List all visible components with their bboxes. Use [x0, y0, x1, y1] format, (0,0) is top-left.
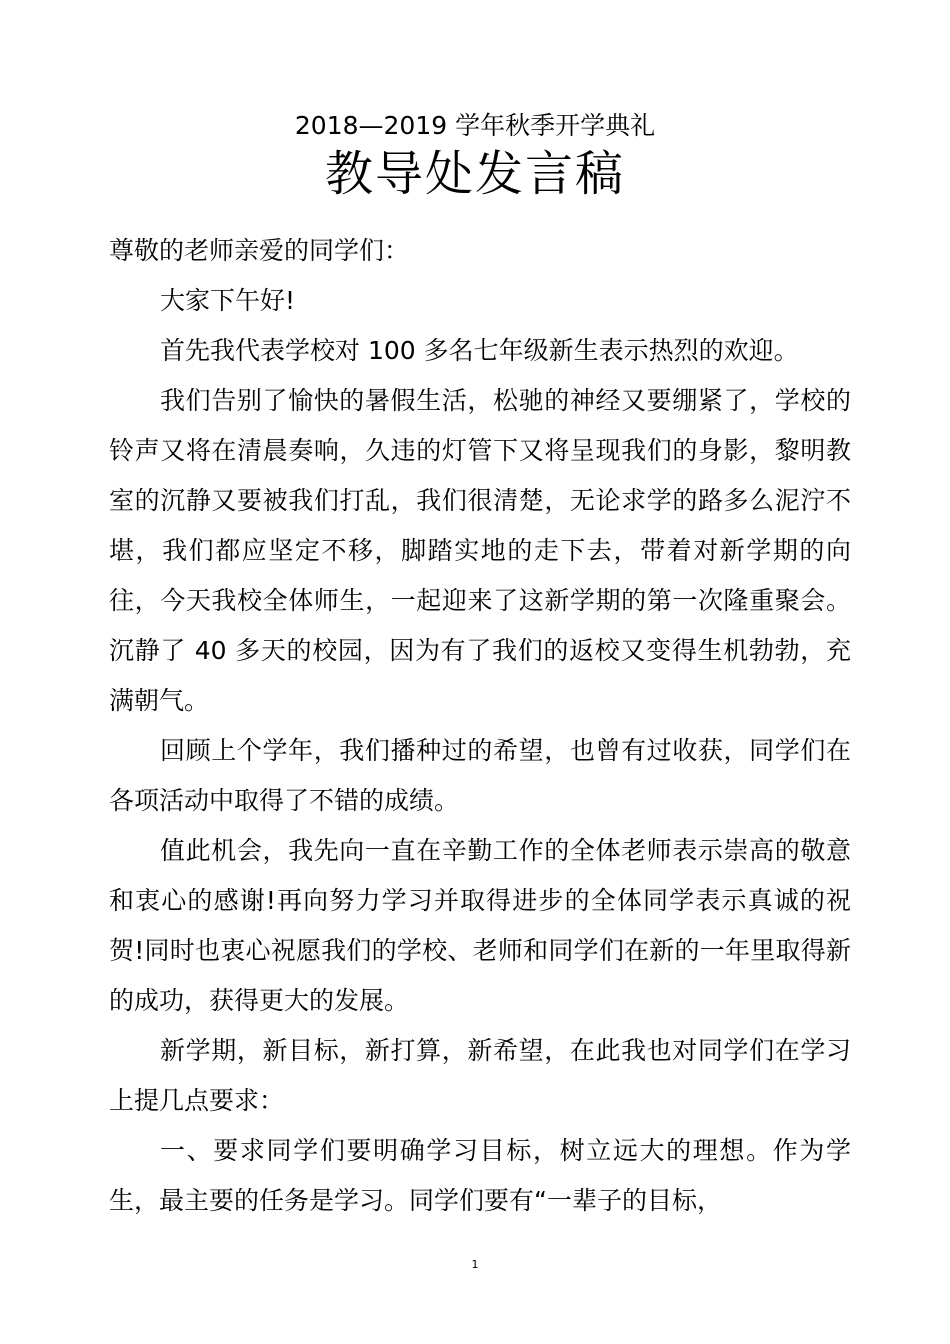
document-title: 教导处发言稿 [324, 146, 625, 202]
paragraph-requirement-one: 一、要求同学们要明确学习目标，树立远大的理想。作为学生，最主要的任务是学习。同学们要有“一辈子的目标， [109, 1136, 851, 1215]
paragraph-review: 回顾上个学年，我们播种过的希望，也曾有过收获，同学们在各项活动中取得了不错的成绩。 [109, 736, 851, 815]
salutation: 尊敬的老师亲爱的同学们： [109, 236, 410, 265]
document-body [109, 226, 851, 1226]
paragraph-thanks: 值此机会，我先向一直在辛勤工作的全体老师表示崇高的敬意和衷心的感谢!再向努力学习并取得进步的全体同学表示真诚的祝贺!同时也衷心祝愿我们的学校、老师和同学们在新的一年里取得新的成功，获得更大的发展。 [109, 836, 851, 1015]
paragraph-requirements-intro: 新学期，新目标，新打算，新希望，在此我也对同学们在学习上提几点要求： [109, 1036, 851, 1115]
paragraph-welcome: 首先我代表学校对 100 多名七年级新生表示热烈的欢迎。 [160, 336, 799, 365]
page-number: 1 [471, 1258, 479, 1271]
paragraph-greeting: 大家下午好! [160, 286, 296, 315]
document-title-year: 2018—2019 学年秋季开学典礼 [294, 111, 656, 140]
paragraph-new-term: 我们告别了愉快的暑假生活，松驰的神经又要绷紧了，学校的铃声又将在清晨奏响，久违的灯管下又将呈现我们的身影，黎明教室的沉静又要被我们打乱，我们很清楚，无论求学的路多么泥泞不堪，我们都应坚定不移，脚踏实地的走下去，带着对新学期的向往，今天我校全体师生，一起迎来了这新学期的第一次隆重聚会。沉静了 40 多天的校园，因为有了我们的返校又变得生机勃勃，充满朝气。 [109, 386, 851, 715]
